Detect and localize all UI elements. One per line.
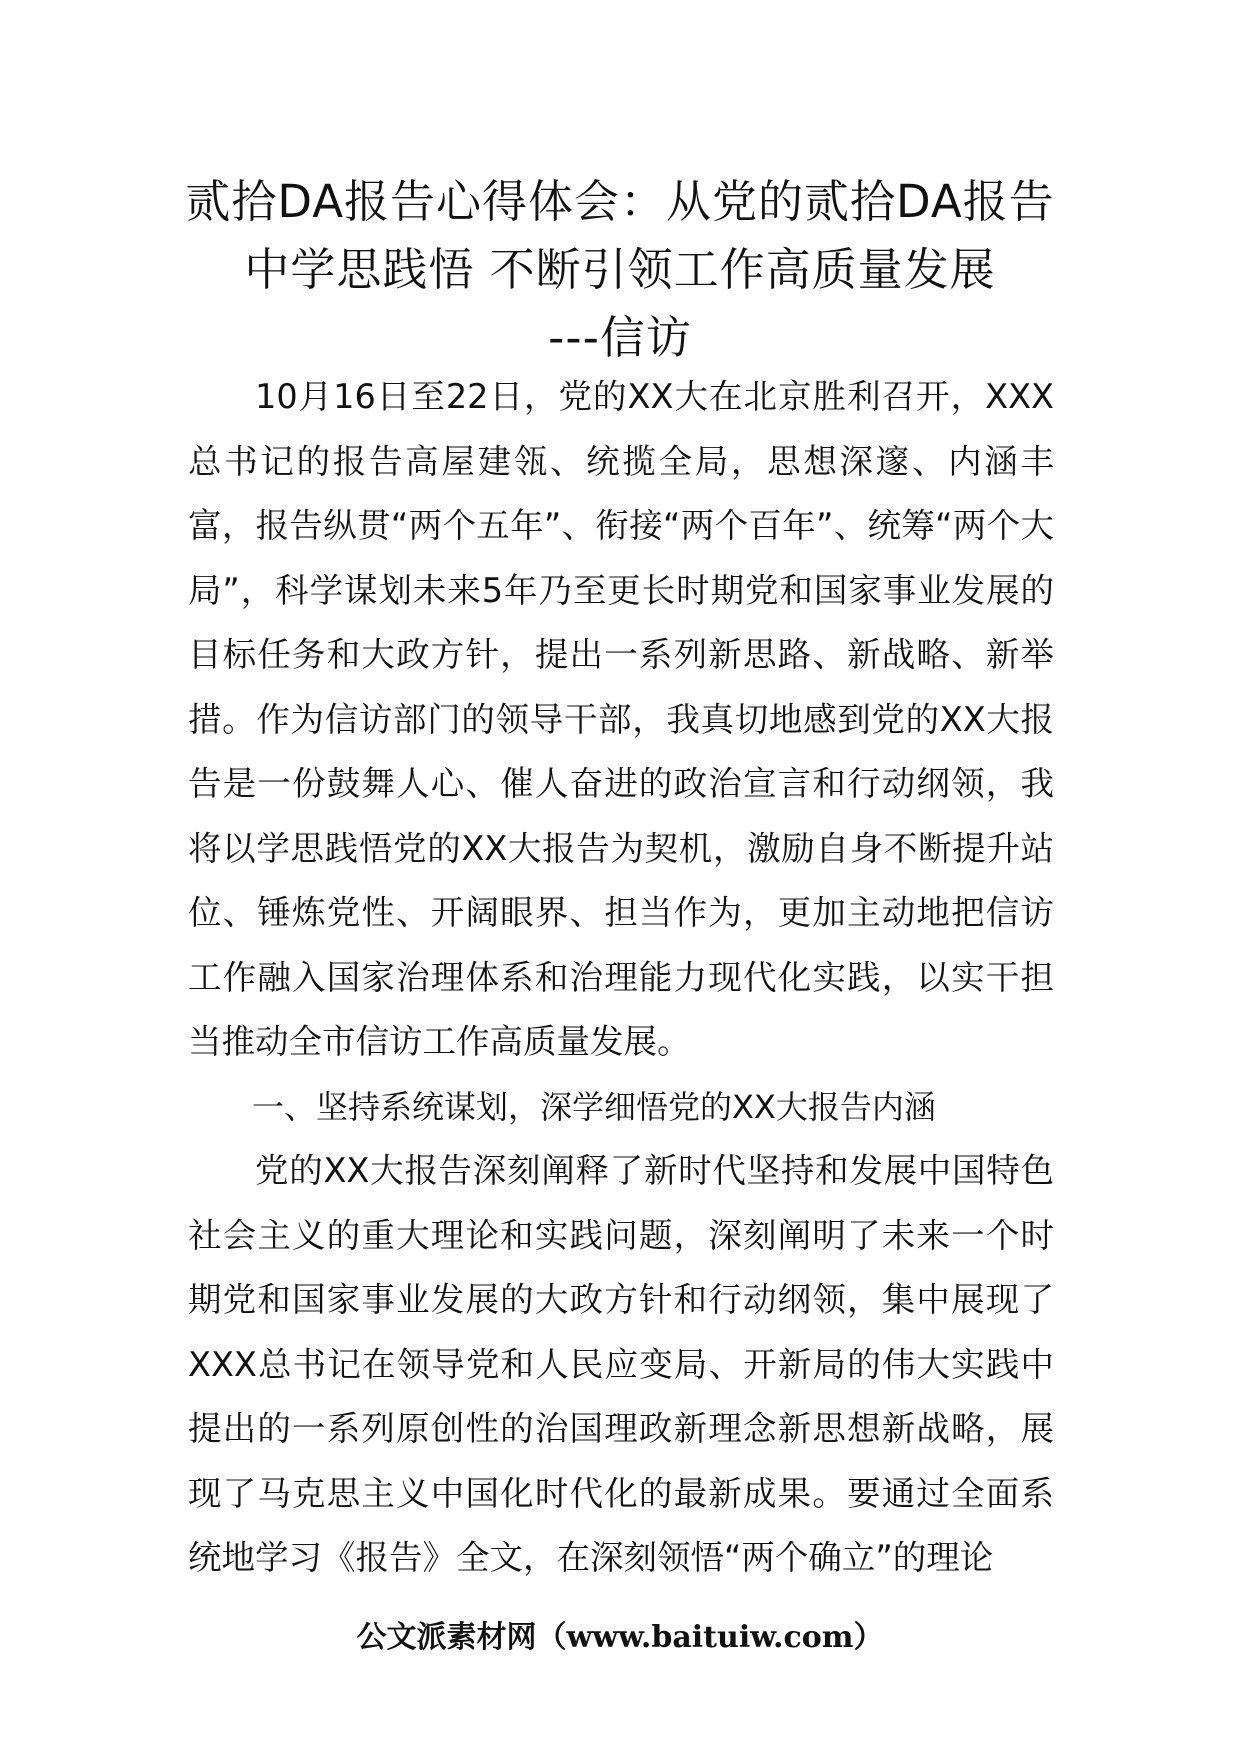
- document-title: [150, 168, 1090, 372]
- title-line-2: 中学思践悟 不断引领工作高质量发展: [244, 243, 996, 296]
- section-paragraph: 党的XX大报告深刻阐释了新时代坚持和发展中国特色社会主义的重大理论和实践问题，深刻阐明了未来一个时期党和国家事业发展的大政方针和行动纲领，集中展现了XXX总书记在领导党和人民应变局、开新局的伟大实践中提出的一系列原创性的治国理政新理念新思想新战略，展现了马克思主义中国化时代化的最新成果。要通过全面系统地学习《报告》全文，在深刻领悟“两个确立”的理论: [188, 1151, 1054, 1577]
- title-line-1: 贰拾DA报告心得体会：从党的贰拾DA报告: [185, 175, 1055, 228]
- document-body: [188, 365, 1054, 1591]
- footer-watermark: 公文派素材网（www.baituiw.com）: [356, 1620, 884, 1655]
- section-heading: 一、坚持系统谋划，深学细悟党的XX大报告内涵: [252, 1087, 936, 1126]
- intro-paragraph: 10月16日至22日，党的XX大在北京胜利召开，XXX总书记的报告高屋建瓴、统揽全局，思想深邃、内涵丰富，报告纵贯“两个五年”、衔接“两个百年”、统筹“两个大局”，科学谋划未来5年乃至更长时期党和国家事业发展的目标任务和大政方针，提出一系列新思路、新战略、新举措。作为信访部门的领导干部，我真切地感到党的XX大报告是一份鼓舞人心、催人奋进的政治宣言和行动纲领，我将以学思践悟党的XX大报告为契机，激励自身不断提升站位、锤炼党性、开阔眼界、担当作为，更加主动地把信访工作融入国家治理体系和治理能力现代化实践，以实干担当推动全市信访工作高质量发展。: [188, 377, 1054, 1061]
- title-line-3: ---信访: [548, 311, 692, 364]
